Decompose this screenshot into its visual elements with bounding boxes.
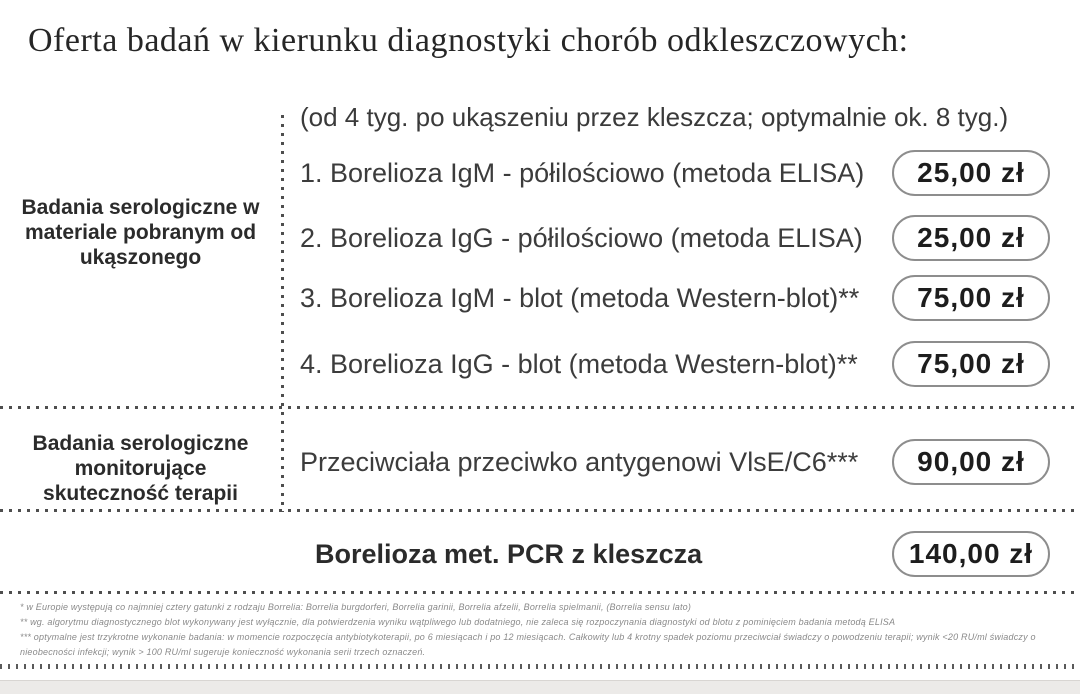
section-label-monitoring-terapii: Badania serologiczne monitorujące skuteczność terapii	[32, 432, 249, 505]
table-row	[300, 340, 1050, 388]
table-row	[315, 530, 1050, 578]
horizontal-dotted-divider	[0, 509, 1080, 512]
service-name: Borelioza met. PCR z kleszcza	[315, 538, 703, 569]
price-badge: 75,00 zł	[892, 341, 1050, 387]
footnote-3: *** optymalne jest trzykrotne wykonanie badania: w momencie rozpoczęcia antybiotykoterapii, po 6 miesiącach i po 12 miesiącach. Całkowity lub 4 krotny spadek poziomu przeciwciał świadczy o powodzeniu terapii; wynik <20 RU/ml świadczy o nieobecności infekcji; wynik > 100 RU/ml sugeruje konieczność wykonania serii trzech oznaczeń.	[20, 631, 1036, 657]
vertical-dotted-divider	[281, 115, 284, 512]
timing-note: (od 4 tyg. po ukąszeniu przez kleszcza; optymalnie ok. 8 tyg.)	[300, 102, 1009, 132]
service-name: 1. Borelioza IgM - półilościowo (metoda ELISA)	[300, 157, 865, 188]
price-badge: 25,00 zł	[892, 215, 1050, 261]
price-badge: 140,00 zł	[892, 531, 1050, 577]
service-name: 2. Borelioza IgG - półilościowo (metoda ELISA)	[300, 222, 863, 253]
table-row	[300, 274, 1050, 322]
price-badge: 25,00 zł	[892, 150, 1050, 196]
price-badge: 75,00 zł	[892, 275, 1050, 321]
horizontal-dotted-divider	[0, 591, 1080, 594]
horizontal-dotted-divider	[0, 664, 1080, 669]
service-name: 3. Borelioza IgM - blot (metoda Western-blot)**	[300, 282, 860, 313]
footnotes	[20, 600, 1065, 659]
page-title: Oferta badań w kierunku diagnostyki chorób odkleszczowych:	[28, 22, 909, 59]
price-badge: 90,00 zł	[892, 439, 1050, 485]
scan-edge-artifact	[0, 680, 1080, 694]
service-name: 4. Borelioza IgG - blot (metoda Western-blot)**	[300, 348, 858, 379]
service-name: Przeciwciała przeciwko antygenowi VlsE/C6***	[300, 446, 859, 477]
footnote-1: * w Europie występują co najmniej cztery gatunki z rodzaju Borrelia: Borrelia burgdorferi, Borrelia garinii, Borrelia afzelii, Borrelia spielmanii, (Borrelia sensu lato)	[20, 602, 692, 612]
table-row	[300, 438, 1050, 486]
table-row	[300, 214, 1050, 262]
section-label-serologia-ukaszony: Badania serologiczne w materiale pobranym od ukąszonego	[21, 196, 260, 269]
table-row	[300, 149, 1050, 197]
horizontal-dotted-divider	[0, 406, 1080, 409]
footnote-2: ** wg. algorytmu diagnostycznego blot wykonywany jest wyłącznie, dla potwierdzenia wyniku wątpliwego lub dodatniego, nie zaleca się rozpoczynania diagnostyki od blotu z pominięciem badania metodą ELISA	[20, 616, 896, 627]
